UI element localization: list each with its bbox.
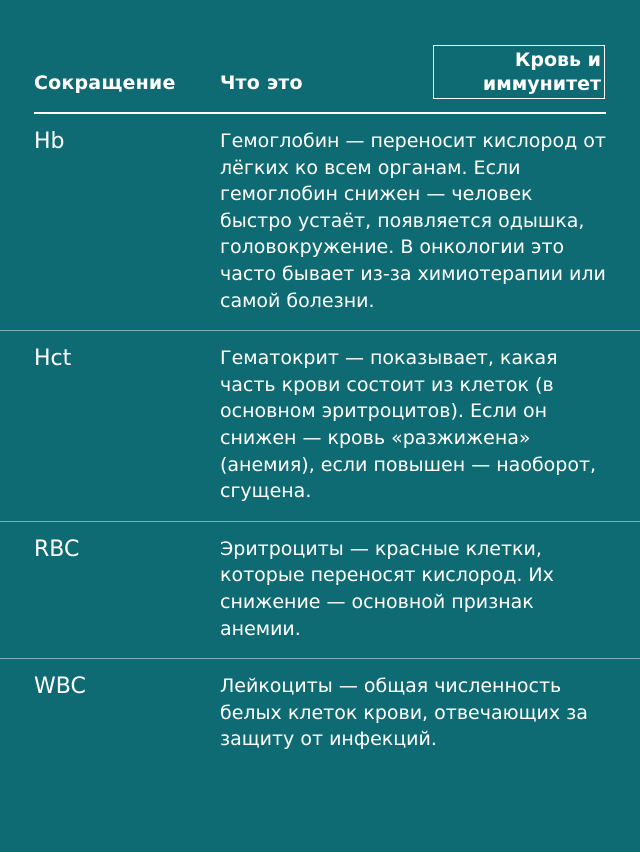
table-row [0,114,640,331]
description-cell: Эритроциты — красные клетки, которые переносят кислород. Их снижение — основной признак анемии. [220,537,554,640]
description-cell: Гематокрит — показывает, какая часть крови состоит из клеток (в основном эритроцитов). Если он снижен — кровь «разжижена» (анемия), если повышен — наоборот, сгущена. [220,347,597,503]
abbreviation-cell: Hct [34,346,72,372]
table-body [0,114,640,769]
category-tag-label [483,48,601,96]
description-cell: Лейкоциты — общая численность белых клеток крови, отвечающих за защиту от инфекций. [220,675,588,751]
category-tag-line-2: иммунитет [482,73,601,95]
table-row [0,659,640,769]
category-tag [433,45,605,99]
abbreviation-cell: WBC [34,674,86,700]
table-row [0,522,640,659]
abbreviation-cell: RBC [34,536,80,562]
column-header-description: Что это [220,72,303,94]
description-cell: Гемоглобин — переносит кислород от лёгких ко всем органам. Если гемоглобин снижен — человек быстро устаёт, появляется одышка, головокружение. В онкологии это часто бывает из-за химиотерапии или самой болезни. [220,130,606,312]
table-row [0,331,640,522]
column-header-abbreviation: Сокращение [34,72,176,94]
category-tag-line-1: Кровь и [514,49,601,71]
table-header [0,0,640,113]
abbreviation-cell: Hb [34,129,65,154]
